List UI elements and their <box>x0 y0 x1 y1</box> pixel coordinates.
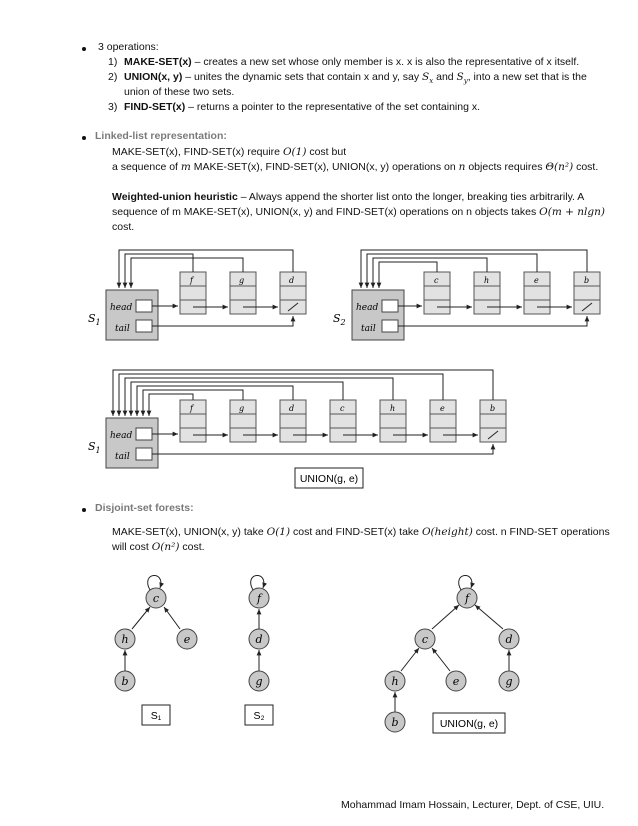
op-number: 3) <box>108 101 118 113</box>
math-sx: $S_x$ <box>422 71 434 86</box>
head-label: head <box>110 431 133 441</box>
union-caption: UNION(g, e) <box>299 473 359 485</box>
node-key: d <box>289 276 295 285</box>
op-name: FIND-SET(x) <box>124 101 186 113</box>
op-desc-cont: , into a new set that is the <box>467 71 587 83</box>
svg-text:e: e <box>183 633 191 646</box>
node-key: e <box>440 404 445 413</box>
svg-text:e: e <box>452 675 460 688</box>
tree-s1 <box>115 575 197 725</box>
svg-text:h: h <box>121 633 129 646</box>
node-key: c <box>434 276 439 285</box>
op-union-cont: union of these two sets. <box>124 86 235 98</box>
svg-text:c: c <box>152 592 160 605</box>
tree-caption-s2: S₂ <box>253 710 265 722</box>
op-name: UNION(x, y) <box>124 71 183 83</box>
weighted-union-line1: Weighted-union heuristic – Always append the shorter list onto the longer, breaking ties arbitrarily. A <box>112 191 585 203</box>
op-number: 1) <box>108 56 118 68</box>
tree-caption-union: UNION(g, e) <box>439 718 499 730</box>
forest-line2: will cost O(n²) cost. <box>112 541 205 553</box>
node-key: b <box>490 404 496 413</box>
svg-text:g: g <box>505 675 513 688</box>
op-desc: – returns a pointer to the representative of the set containing x. <box>185 101 481 113</box>
set-label-merged: $S_1$ <box>88 440 101 455</box>
svg-text:b: b <box>121 675 129 688</box>
svg-text:f: f <box>464 592 470 605</box>
node-key: g <box>239 404 245 413</box>
node-key: h <box>390 404 396 413</box>
tree-s2 <box>245 575 273 725</box>
node-key: f <box>190 404 193 413</box>
set-label-s1: $S_1$ <box>88 312 101 327</box>
svg-text:c: c <box>421 633 429 646</box>
tail-label: tail <box>115 324 130 334</box>
weighted-union-line2: sequence of m MAKE-SET(x), UNION(x, y) and FIND-SET(x) operations on n objects takes O(m + nlgn) <box>112 206 605 218</box>
svg-text:g: g <box>255 675 263 688</box>
node-key: f <box>190 276 193 285</box>
svg-text:d: d <box>255 633 263 646</box>
head-label: head <box>110 303 133 313</box>
tree-union <box>385 575 519 733</box>
svg-text:d: d <box>505 633 513 646</box>
head-label: head <box>356 303 379 313</box>
ops-intro: 3 operations: <box>98 41 159 53</box>
weighted-union-line3: cost. <box>112 221 135 233</box>
node-key: h <box>484 276 490 285</box>
linked-line1: MAKE-SET(x), FIND-SET(x) require O(1) cost but <box>112 146 347 158</box>
tree-caption-s1: S₁ <box>150 710 162 722</box>
node-key: g <box>239 276 245 285</box>
math-sy: $S_y$ <box>456 71 468 86</box>
forest-heading: Disjoint-set forests: <box>95 502 194 514</box>
node-key: b <box>584 276 590 285</box>
linked-heading: Linked-list representation: <box>95 130 227 142</box>
op-name: MAKE-SET(x) <box>124 56 192 68</box>
set-label-s2: $S_2$ <box>333 312 346 327</box>
svg-text:h: h <box>391 675 399 688</box>
svg-text:f: f <box>256 592 262 605</box>
op-desc-and: and <box>433 71 457 83</box>
node-key: c <box>340 404 345 413</box>
op-number: 2) <box>108 71 118 83</box>
op-desc: – creates a new set whose only member is x. x is also the representative of x itself. <box>191 56 580 68</box>
linked-line2: a sequence of m MAKE-SET(x), FIND-SET(x), UNION(x, y) operations on n objects requires Θ(n²) cost. <box>112 161 599 173</box>
node-key: d <box>289 404 295 413</box>
forest-line1: MAKE-SET(x), UNION(x, y) take O(1) cost and FIND-SET(x) take O(height) cost. n FIND-SET operations <box>112 526 610 538</box>
svg-text:b: b <box>391 716 399 729</box>
node-key: e <box>534 276 539 285</box>
footer-credit: Mohammad Imam Hossain, Lecturer, Dept. of CSE, UIU. <box>341 799 605 811</box>
op-desc: – unites the dynamic sets that contain x and y, say <box>182 71 423 83</box>
tail-label: tail <box>361 324 376 334</box>
tail-label: tail <box>115 452 130 462</box>
